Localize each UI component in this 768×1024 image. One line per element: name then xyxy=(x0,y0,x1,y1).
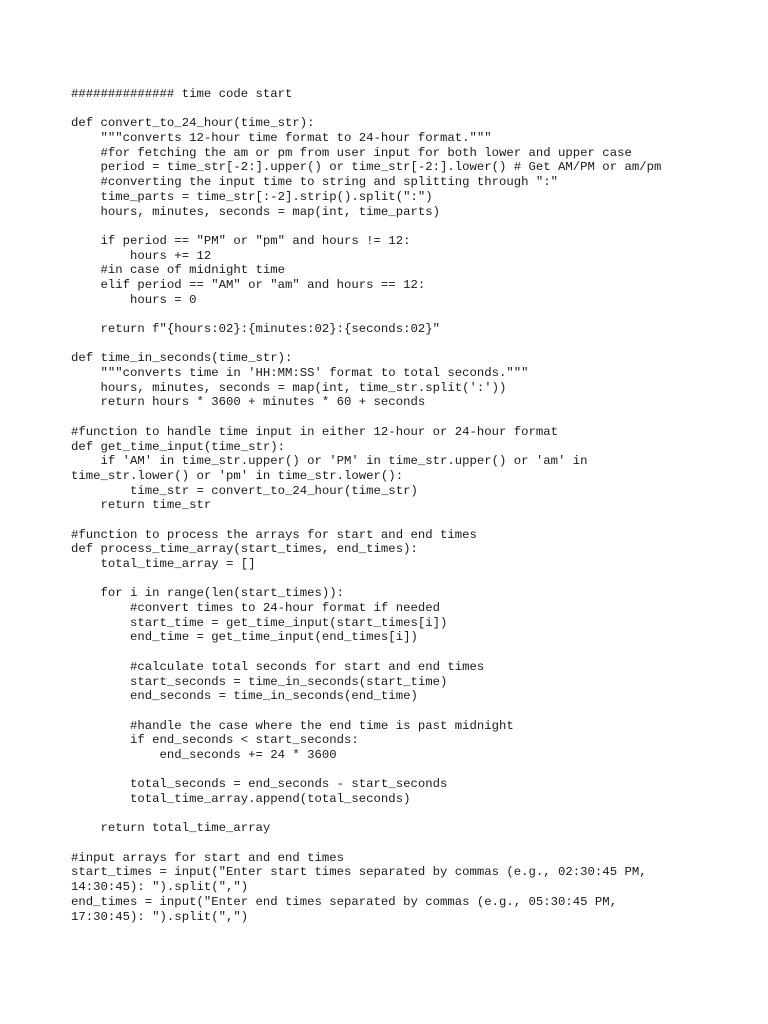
code-line: #input arrays for start and end times xyxy=(71,850,345,865)
code-line: hours += 12 xyxy=(71,248,212,263)
blank-line xyxy=(71,807,751,822)
code-line: 17:30:45): ").split(",") xyxy=(71,909,249,924)
code-line: """converts 12-hour time format to 24-hour format.""" xyxy=(71,131,492,146)
code-line: #converting the input time to string and splitting through ":" xyxy=(71,175,559,190)
code-line: end_seconds = time_in_seconds(end_time) xyxy=(71,689,418,704)
code-line: total_time_array = [] xyxy=(71,557,256,571)
code-line: start_seconds = time_in_seconds(start_time) xyxy=(71,674,448,689)
blank-line xyxy=(71,572,751,587)
code-line: return time_str xyxy=(71,498,212,513)
code-line: return f"{hours:02}:{minutes:02}:{seconds:02}" xyxy=(71,322,440,336)
code-line: time_str = convert_to_24_hour(time_str) xyxy=(71,483,418,498)
code-line: ############## time code start xyxy=(71,87,293,101)
code-line: #function to process the arrays for start and end times xyxy=(71,527,477,542)
code-block xyxy=(71,87,751,924)
code-line: return total_time_array xyxy=(71,821,271,836)
code-line: end_seconds += 24 * 3600 xyxy=(71,747,337,762)
blank-line xyxy=(71,410,751,425)
code-line: time_str.lower() or 'pm' in time_str.lower(): xyxy=(71,468,404,483)
blank-line xyxy=(71,219,751,234)
code-line: start_times = input("Enter start times separated by commas (e.g., 02:30:45 PM, xyxy=(71,865,647,880)
code-line: """converts time in 'HH:MM:SS' format to total seconds.""" xyxy=(71,366,529,381)
code-line: #handle the case where the end time is past midnight xyxy=(71,718,514,733)
code-line: total_seconds = end_seconds - start_seconds xyxy=(71,777,448,792)
blank-line xyxy=(71,704,751,719)
code-line: #in case of midnight time xyxy=(71,263,286,278)
code-line: return hours * 3600 + minutes * 60 + seconds xyxy=(71,395,426,410)
blank-line xyxy=(71,763,751,778)
code-line: #calculate total seconds for start and end times xyxy=(71,659,485,674)
code-line: def get_time_input(time_str): xyxy=(71,439,286,454)
code-line: #for fetching the am or pm from user input for both lower and upper case xyxy=(71,145,632,160)
code-line: start_time = get_time_input(start_times[i]) xyxy=(71,615,448,630)
code-line: end_time = get_time_input(end_times[i]) xyxy=(71,630,418,645)
code-line: #function to handle time input in either 12-hour or 24-hour format xyxy=(71,424,559,439)
blank-line xyxy=(71,836,751,851)
blank-line xyxy=(71,102,751,117)
code-line: period = time_str[-2:].upper() or time_str[-2:].lower() # Get AM/PM or am/pm xyxy=(71,160,662,175)
code-line: time_parts = time_str[:-2].strip().split(":") xyxy=(71,189,433,204)
code-line: hours = 0 xyxy=(71,292,197,307)
code-line: hours, minutes, seconds = map(int, time_parts) xyxy=(71,204,440,219)
code-line: elif period == "AM" or "am" and hours == 12: xyxy=(71,277,426,292)
code-line: for i in range(len(start_times)): xyxy=(71,586,345,601)
code-line: def time_in_seconds(time_str): xyxy=(71,351,293,366)
blank-line xyxy=(71,337,751,352)
code-line: end_times = input("Enter end times separated by commas (e.g., 05:30:45 PM, xyxy=(71,894,618,909)
blank-line xyxy=(71,513,751,528)
code-line: def process_time_array(start_times, end_times): xyxy=(71,542,418,557)
code-line: def convert_to_24_hour(time_str): xyxy=(71,116,315,131)
code-line: hours, minutes, seconds = map(int, time_str.split(':')) xyxy=(71,380,507,395)
code-line: 14:30:45): ").split(",") xyxy=(71,880,249,895)
code-line: total_time_array.append(total_seconds) xyxy=(71,792,411,806)
blank-line xyxy=(71,307,751,322)
blank-line xyxy=(71,645,751,660)
code-line: #convert times to 24-hour format if needed xyxy=(71,601,440,616)
code-line: if end_seconds < start_seconds: xyxy=(71,733,359,748)
code-line: if period == "PM" or "pm" and hours != 12: xyxy=(71,233,411,248)
code-line: if 'AM' in time_str.upper() or 'PM' in time_str.upper() or 'am' in xyxy=(71,454,588,469)
